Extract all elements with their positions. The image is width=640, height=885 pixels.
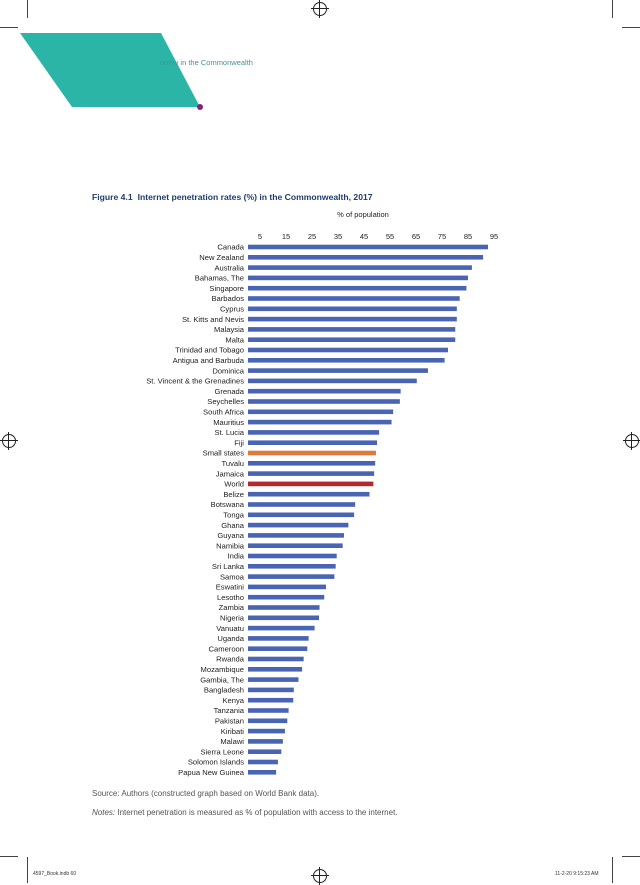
bar-malaysia (248, 327, 455, 332)
category-label: Papua New Guinea (178, 768, 244, 777)
bar-st-kitts-and-nevis (248, 317, 457, 322)
category-label: Zambia (218, 603, 244, 613)
category-label: St. Kitts and Nevis (181, 314, 244, 324)
category-label: Fiji (234, 438, 244, 448)
x-axis-title: % of population (337, 210, 389, 219)
bar-grenada (248, 389, 401, 394)
category-label: Belize (223, 489, 244, 499)
bar-vanuatu (248, 626, 315, 631)
x-tick-label: 85 (463, 232, 473, 241)
bar-seychelles (248, 399, 400, 404)
bar-kenya (248, 698, 293, 703)
bar-st-lucia (248, 430, 379, 435)
bar-barbados (248, 296, 460, 301)
bar-singapore (248, 286, 466, 291)
category-label: Uganda (217, 634, 244, 644)
bar-small-states (248, 451, 376, 456)
notes-label: Notes: (92, 808, 116, 817)
figure-title-text: Internet penetration rates (%) in the Commonwealth, 2017 (137, 192, 373, 202)
category-label: St. Vincent & the Grenadines (146, 376, 244, 386)
category-label: Pakistan (214, 716, 244, 726)
bar-sierra-leone (248, 749, 281, 754)
category-label: Kenya (222, 695, 244, 705)
bar-tuvalu (248, 461, 375, 466)
category-label: Cameroon (208, 644, 244, 654)
bar-tonga (248, 513, 354, 518)
bar-trinidad-and-tobago (248, 348, 448, 353)
footer-timestamp: 11-2-20 9:15:23 AM (555, 871, 599, 877)
category-label: St. Lucia (214, 428, 244, 438)
bar-mozambique (248, 667, 302, 672)
bar-new-zealand (248, 255, 483, 260)
notes (92, 808, 398, 817)
figure-number: Figure 4.1 (92, 192, 133, 202)
category-label: Grenada (214, 386, 244, 396)
bar-tanzania (248, 708, 289, 713)
bar-australia (248, 265, 472, 270)
category-label: Sri Lanka (211, 562, 244, 571)
notes-text: Internet penetration is measured as % of population with access to the internet. (115, 808, 398, 817)
category-label: Nigeria (219, 613, 244, 623)
category-label: Malaysia (214, 325, 244, 335)
bar-mauritius (248, 420, 392, 425)
x-tick-label: 95 (489, 232, 499, 241)
footer-file-info: 4597_Book.indb 60 (33, 871, 77, 877)
bar-zambia (248, 605, 320, 610)
category-label: Namibia (216, 541, 244, 551)
bar-belize (248, 492, 369, 497)
category-label: Tonga (223, 510, 244, 520)
category-label: Botswana (210, 500, 244, 510)
bar-cyprus (248, 307, 457, 312)
category-label: Tanzania (213, 706, 244, 716)
bar-rwanda (248, 657, 304, 662)
category-label: World (224, 479, 244, 489)
bar-world (248, 482, 373, 487)
category-label: Guyana (217, 531, 244, 541)
bar-botswana (248, 502, 355, 507)
category-label: India (227, 551, 244, 561)
x-tick-label: 25 (307, 232, 317, 241)
bar-south-africa (248, 410, 393, 415)
bar-samoa (248, 574, 334, 579)
category-label: Ghana (221, 520, 244, 530)
category-label: Antigua and Barbuda (172, 356, 244, 365)
bar-ghana (248, 523, 348, 528)
category-label: Lesotho (216, 592, 244, 602)
running-head: nomy in the Commonwealth (160, 58, 253, 67)
category-label: Australia (214, 263, 244, 273)
category-label: Samoa (219, 572, 244, 582)
x-tick-label: 65 (411, 232, 421, 241)
bar-canada (248, 245, 488, 250)
bar-namibia (248, 543, 343, 548)
bar-india (248, 554, 337, 559)
bar-papua-new-guinea (248, 770, 276, 775)
bar-pakistan (248, 719, 287, 724)
category-label: Kiribati (220, 726, 244, 736)
bar-dominica (248, 368, 428, 373)
category-label: Eswatini (215, 582, 244, 592)
category-label: Rwanda (216, 654, 244, 664)
category-label: Dominica (212, 366, 244, 376)
category-label: Bangladesh (203, 685, 244, 695)
source-note: Source: Authors (constructed graph based on World Bank data). (92, 789, 320, 798)
category-label: Sierra Leone (200, 747, 244, 757)
x-tick-label: 5 (257, 232, 263, 241)
bar-lesotho (248, 595, 324, 600)
bar-solomon-islands (248, 760, 278, 765)
category-label: New Zealand (199, 253, 244, 262)
x-tick-label: 35 (333, 232, 343, 241)
bar-sri-lanka (248, 564, 336, 569)
bar-gambia-the (248, 677, 298, 682)
category-label: Cyprus (219, 304, 244, 314)
category-label: Jamaica (215, 469, 244, 479)
category-label: Tuvalu (221, 459, 244, 468)
bar-malawi (248, 739, 283, 744)
category-label: Mauritius (213, 417, 244, 427)
category-label: Malta (225, 335, 244, 345)
category-label: Bahamas, The (194, 273, 244, 283)
bar-kiribati (248, 729, 285, 734)
category-label: Canada (217, 242, 244, 252)
category-label: Singapore (209, 283, 244, 293)
bar-fiji (248, 440, 377, 445)
category-label: Small states (202, 448, 244, 458)
bar-guyana (248, 533, 344, 538)
category-label: Mozambique (200, 665, 244, 674)
x-tick-label: 75 (437, 232, 447, 241)
x-tick-label: 15 (281, 232, 291, 241)
category-label: Solomon Islands (187, 757, 244, 767)
bar-bangladesh (248, 688, 294, 693)
category-label: Gambia, The (200, 675, 244, 685)
bar-st-vincent-the-grenadines (248, 379, 417, 384)
bar-jamaica (248, 471, 374, 476)
category-label: Barbados (211, 294, 244, 304)
bar-malta (248, 337, 455, 342)
category-label: South Africa (203, 407, 244, 417)
bar-cameroon (248, 646, 307, 651)
x-tick-label: 45 (359, 232, 369, 241)
bar-nigeria (248, 616, 319, 621)
category-label: Vanuatu (216, 623, 244, 633)
bar-uganda (248, 636, 309, 641)
category-label: Malawi (220, 737, 244, 747)
category-label: Trinidad and Tobago (175, 345, 244, 355)
category-label: Seychelles (207, 397, 244, 407)
bar-bahamas-the (248, 276, 468, 281)
bar-antigua-and-barbuda (248, 358, 445, 363)
x-tick-label: 55 (385, 232, 395, 241)
bar-eswatini (248, 585, 326, 590)
